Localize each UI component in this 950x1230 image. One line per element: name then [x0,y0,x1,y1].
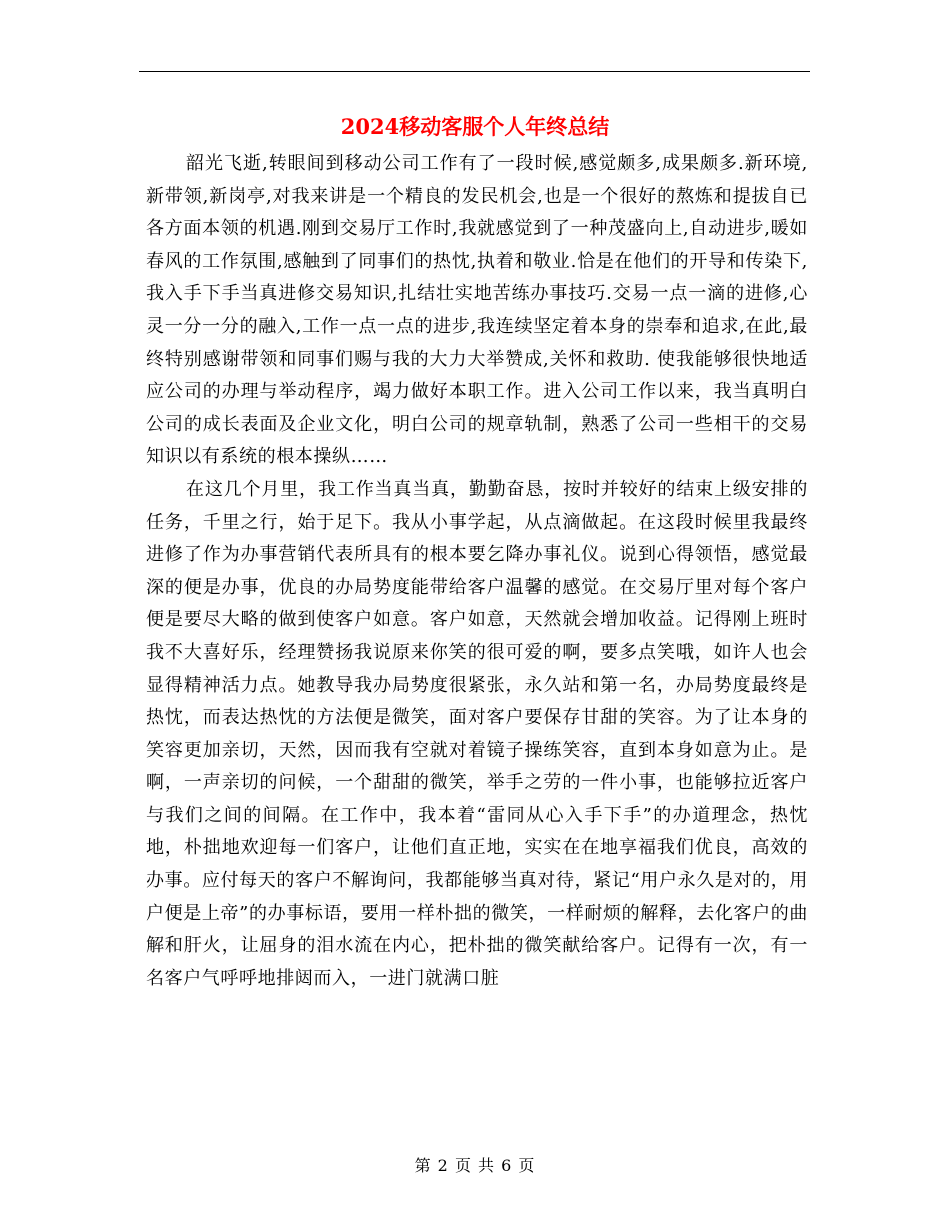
document-title: 2024移动客服个人年终总结 [340,114,610,139]
document-body [146,148,808,995]
paragraph-2: 在这几个月里，我工作当真当真，勤勤奋恳，按时并较好的结束上级安排的任务，千里之行，始于足下。我从小事学起，从点滴做起。在这段时候里我最终进修了作为办事营销代表所具有的根本要乞降办事礼仪。说到心得领悟，感觉最深的便是办事，优良的办局势度能带给客户温馨的感觉。在交易厅里对每个客户便是要尽大略的做到使客户如意。客户如意，天然就会增加收益。记得刚上班时我不大喜好乐，经理赞扬我说原来你笑的很可爱的啊，要多点笑哦，如许人也会显得精神活力点。她教导我办局势度很紧张，永久站和第一名，办局势度最终是热忱，而表达热忱的方法便是微笑，面对客户要保存甘甜的笑容。为了让本身的笑容更加亲切，天然，因而我有空就对着镜子操练笑容，直到本身如意为止。是啊，一声亲切的问候，一个甜甜的微笑，举手之劳的一件小事，也能够拉近客户与我们之间的间隔。在工作中，我本着“雷同从心入手下手”的办道理念，热忱地，朴拙地欢迎每一们客户，让他们直正地，实实在在地享福我们优良，高效的办事。应付每天的客户不解询问，我都能够当真对待，紧记“用户永久是对的，用户便是上帝”的办事标语，要用一样朴拙的微笑，一样耐烦的解释，去化客户的曲解和肝火，让屈身的泪水流在内心，把朴拙的微笑献给客户。记得有一次，有一名客户气呼呼地排闼而入，一进门就满口脏 [146,478,808,989]
page-number: 第 2 页 共 6 页 [414,1156,536,1175]
paragraph-1: 韶光飞逝,转眼间到移动公司工作有了一段时候,感觉颇多,成果颇多.新环境,新带领,新岗亭,对我来讲是一个精良的发民机会,也是一个很好的熬炼和提拔自已各方面本领的机遇.刚到交易厅工作时,我就感觉到了一种茂盛向上,自动进步,暖如春风的工作氛围,感触到了同事们的热忱,执着和敬业.恰是在他们的开导和传染下,我入手下手当真进修交易知识,扎结壮实地苦练办事技巧.交易一点一滴的进修,心灵一分一分的融入,工作一点一点的进步,我连续坚定着本身的崇奉和追求,在此,最终特别感谢带领和同事们赐与我的大力大举赞成,关怀和救助. 使我能够很快地适应公司的办理与举动程序，竭力做好本职工作。进入公司工作以来，我当真明白公司的成长表面及企业文化，明白公司的规章轨制，熟悉了公司一些相干的交易知识以有系统的根本操纵…… [146,153,808,468]
header-rule [139,71,810,72]
